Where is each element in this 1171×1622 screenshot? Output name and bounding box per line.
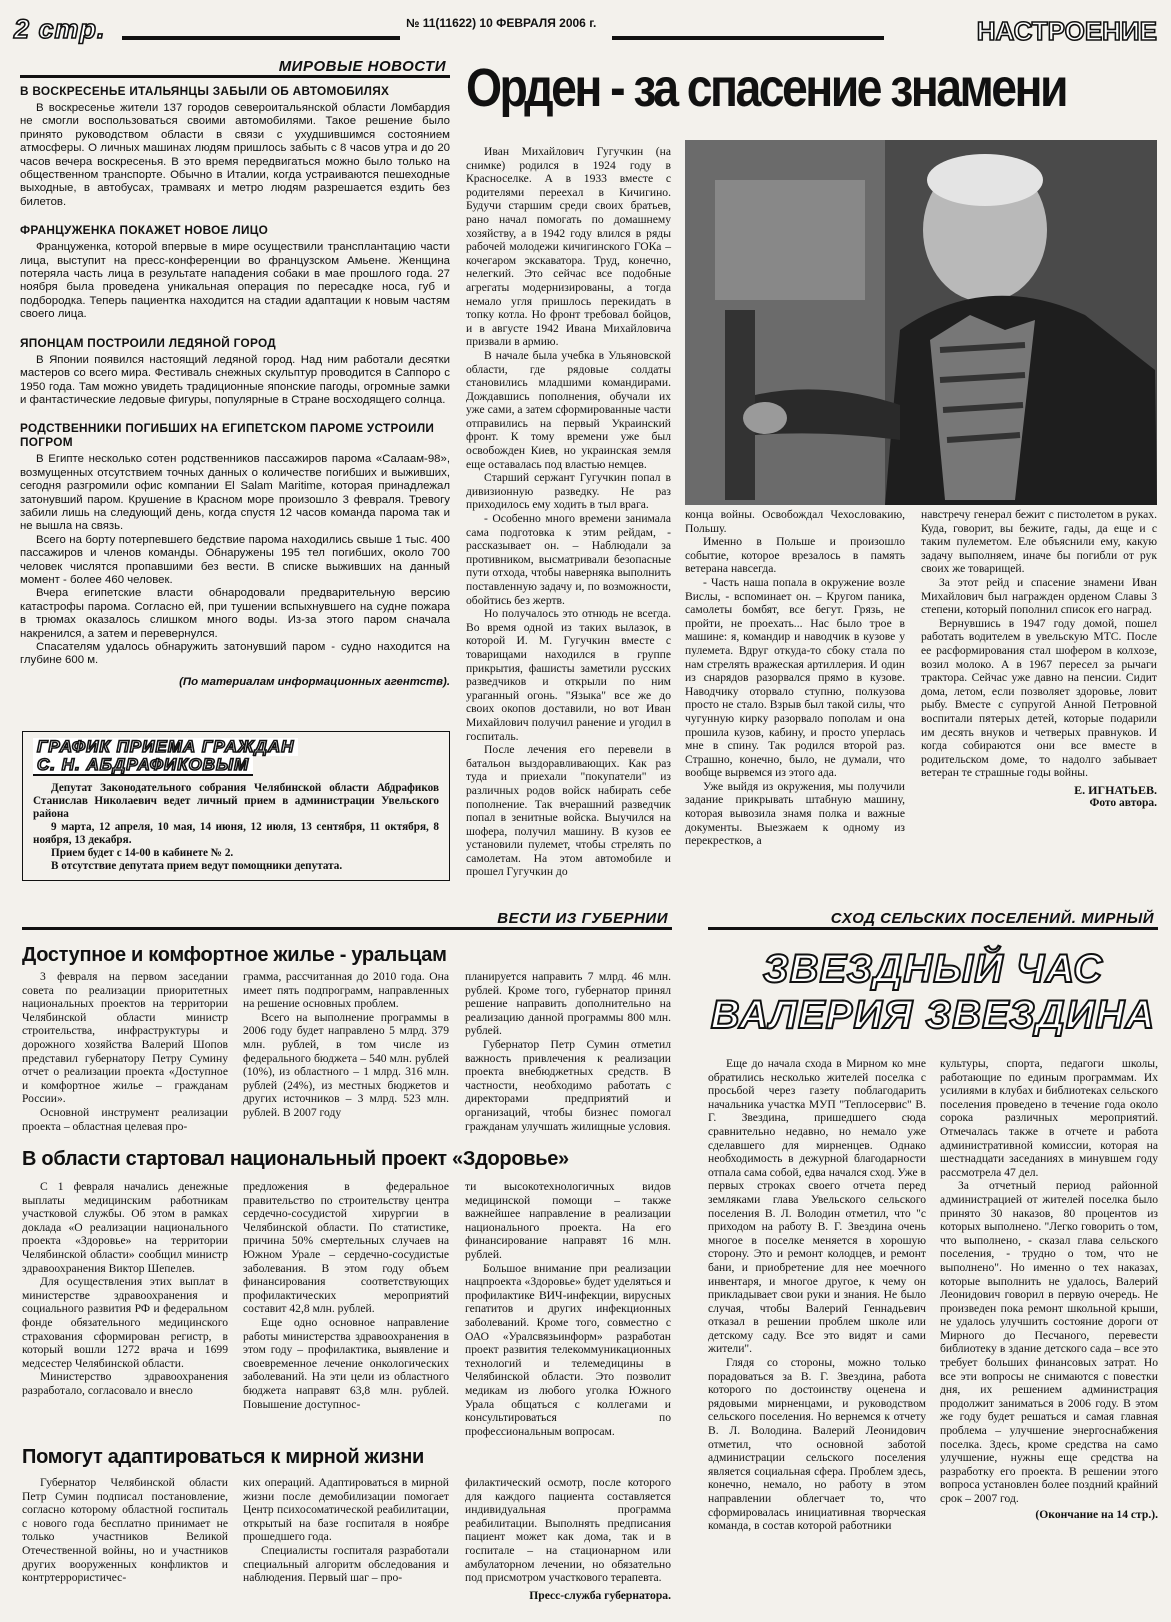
news-paragraph: Француженка, которой впервые в мире осуществили трансплантацию части лица, выступит на пресс-конференции во французском Амьене. Женщина потеряла часть лица в результате нападения собаки в мае прошлого года. 27 ноября была проведена уникальная операция по пересадке носа, губ и подбородка. Теперь пациентка находится на стадии адаптации к новым частям своего лица. — [20, 241, 450, 321]
world-news-item — [20, 84, 450, 209]
article-paragraph: культуры, спорта, педагоги школы, работающие по единым программам. Их усилиями в клубах и библиотеках сельского поселения проведено в течение года около сорока различных мероприятий. Отмечалась также в отчете и работа административной комиссии, которая на шестнадцати заседаниях в минувшем году рассмотрела 47 дел. — [940, 1057, 1158, 1179]
reception-box — [22, 731, 450, 881]
article-paragraph: Губернатор Челябинской области Петр Сумин подписал постановление, согласно которому областной госпиталь с нового года бесплатно принимает не только участников Великой Отечественной войны, но и участников других вооруженных конфликтов и контртеррористичес- — [22, 1476, 228, 1585]
adapt-col-1 — [22, 1476, 228, 1585]
article-paragraph: конца войны. Освобождал Чехословакию, Польшу. — [685, 508, 905, 535]
zvezdin-title — [708, 946, 1158, 1038]
news-text — [20, 354, 450, 408]
continued-note: (Окончание на 14 стр.). — [1035, 1507, 1158, 1521]
header-rule-right — [612, 36, 884, 40]
health-col-3 — [465, 1180, 671, 1438]
article-paragraph: С 1 февраля начались денежные выплаты медицинским работникам участковой службы. Об этом в рамках доклада «О реализации национального проекта «Здоровье» на территории Челябинской области» сообщил министр здравоохранения Виктор Шепелев. — [22, 1180, 228, 1275]
zvezdin-col-2 — [940, 1057, 1158, 1521]
article-paragraph: навстречу генерал бежит с пистолетом в руках. Куда, говорит, вы бежите, гады, да еще и с таким пулеметом. Еле объяснили ему, какую задачу выполняем, иначе бы погибли от рук своих же товарищей. — [921, 508, 1157, 576]
article-paragraph: Министерство здравоохранения разработало, согласовало и внесло — [22, 1370, 228, 1397]
zvezdin-title-line: ЗВЕЗДНЫЙ ЧАС — [762, 947, 1104, 991]
veteran-photo — [685, 140, 1157, 505]
article-paragraph: Для осуществления этих выплат в министерстве здравоохранения и социального развития РФ и федеральном фонде обязательного медицинского страхования сформирован регистр, в который вошли 1272 врача и 1699 медсестер Челябинской области. — [22, 1275, 228, 1370]
reception-time: Прием будет с 14-00 в кабинете № 2. — [51, 847, 234, 859]
news-paragraph: В воскресенье жители 137 городов североитальянской области Ломбардия не смогли воспользоваться своими автомобилями. Такое решение было принято руководством области в связи с ухудшившимся состоянием атмосферы. О личных машинах людям пришлось забыть с 8 часов утра и до 20 часов вечера воскресенья. В это время передвигаться можно было только на общественном транспорте. Обычно в Италии, когда устраиваются пешеходные выходные, в автобусах, трамваях и метро людям разрешается ездить без билетов. — [20, 102, 450, 208]
housing-col-3 — [465, 970, 671, 1133]
article-paragraph: Глядя со стороны, можно только порадоваться за В. Г. Звездина, работа которого по достоинству оценена и рядовыми мирненцами, и руководством сельского поселения. Но вернемся к отчету В. Л. Володина. Валерий Леонидович отметил, что основной заботой администрации сельского поселения является социальная сфера. Проблем здесь, конечно, немало, но работу в этом направлении облегчает то, что сформировалась инициативная творческая команда, в состав которой работники — [708, 1356, 926, 1533]
world-news-item — [20, 223, 450, 321]
health-col-1 — [22, 1180, 228, 1398]
news-paragraph: В Японии появился настоящий ледяной город. Над ним работали десятки мастеров со всего мира. Фестиваль снежных скульптур проводится в Саппоро с 1950 года. Там можно увидеть традиционные японские пагоды, огромные замки и фантастические ледовые фигуры, популярные в Стране восходящего солнца. — [20, 353, 450, 406]
news-title: ЯПОНЦАМ ПОСТРОИЛИ ЛЕДЯНОЙ ГОРОД — [20, 335, 277, 350]
news-title: РОДСТВЕННИКИ ПОГИБШИХ НА ЕГИПЕТСКОМ ПАРОМЕ УСТРОИЛИ ПОГРОМ — [20, 421, 435, 450]
housing-col-2 — [243, 970, 449, 1120]
news-text — [20, 102, 450, 209]
article-paragraph: Именно в Польше и произошло событие, которое врезалось в память ветерана навсегда. — [685, 535, 905, 576]
news-text — [20, 241, 450, 321]
news-paragraph: Спасателям удалось обнаружить затонувший паром - судно находится на глубине 600 м. — [20, 641, 450, 667]
article-paragraph: Уже выйдя из окружения, мы получили задание прикрывать штабную машину, которая вывозила знамя полка и важные документы. Выезжаем к одному из перекрестков, а — [685, 779, 905, 848]
news-paragraph: Вчера египетские власти обнародовали предварительную версию катастрофы парома. Согласно ей, при тушении вспыхнувшего на судне пожара в трюмах оказалось слишком много воды. Из-за этого паром сначала накренился, а затем и перевернулся. — [20, 587, 450, 640]
adapt-col-3 — [465, 1476, 671, 1602]
photo-credit: Фото автора. — [1089, 797, 1157, 810]
news-source: (По материалам информационных агентств). — [179, 675, 450, 688]
article-paragraph: В начале была учебка в Ульяновской области, где рядовые солдаты становились младшими командирами. Дождавшись пополнения, обучали их уже сами, а затем сформированные части отправились на первый Украинский фронт. К тому времени уже был освобожден Киев, но украинская земля еще оставалась под властью немцев. — [466, 348, 671, 471]
world-news-item — [20, 421, 450, 668]
section-title: НАСТРОЕНИЕ — [976, 16, 1157, 46]
article-paragraph: - Часть наша попала в окружение возле Вислы, - вспоминает он. – Кругом паника, самолеты бомбят, все бегут. Грязь, не пройти, не проехать... Нас было трое в машине: я, командир и наводчик в кузове у пулемета. Вдруг откуда-то сбоку стала по нам стрелять вражеская артиллерия. И один из снарядов разорвался прямо в кузове. Наводчику оторвало ступню, полкузова просто не стало. Взрыв был такой силы, что чугунную кирку разорвало пополам и она прошила кузов, кабину, и просто уперлась мне в спину. Так родился второй раз. Страшно, конечно, было, не думали, что вообще вырвемся из этого ада. — [685, 575, 905, 780]
news-title: В ВОСКРЕСЕНЬЕ ИТАЛЬЯНЦЫ ЗАБЫЛИ ОБ АВТОМОБИЛЯХ — [20, 84, 390, 98]
article-paragraph: филактический осмотр, после которого для каждого пациента составляется индивидуальная программа реабилитации. Выполнять предписания пациент может как дома, так и в госпитале – на стационарном или амбулаторном лечении, но обязательно под присмотром участкового терапевта. — [465, 1476, 671, 1585]
reception-title-line: С. Н. АБДРАФИКОВЫМ — [33, 756, 253, 776]
reception-text — [33, 782, 439, 873]
reception-title-line: ГРАФИК ПРИЕМА ГРАЖДАН — [33, 738, 298, 756]
world-news-rubric: МИРОВЫЕ НОВОСТИ — [20, 58, 450, 78]
article-paragraph: Еще одно основное направление работы министерства здравоохранения в этом году – профилактика, выявление и своевременное лечение онкологических заболеваний. На эти цели из областного бюджета направят 63,8 млн. рублей. Повышение доступнос- — [243, 1315, 449, 1411]
housing-headline: Доступное и комфортное жилье - уральцам — [22, 944, 447, 966]
order-col-2 — [685, 508, 905, 848]
article-author: Е. ИГНАТЬЕВ. — [1074, 782, 1157, 797]
zvezdin-rubric: СХОД СЕЛЬСКИХ ПОСЕЛЕНИЙ. МИРНЫЙ — [708, 910, 1158, 930]
province-rubric: ВЕСТИ ИЗ ГУБЕРНИИ — [22, 910, 672, 930]
zvezdin-title-line: ВАЛЕРИЯ ЗВЕЗДИНА — [710, 993, 1156, 1037]
article-paragraph: Старший сержант Гугучкин попал в дивизионную разведку. Не раз приходилось ему ходить в тыл врага. — [466, 471, 671, 512]
reception-title — [33, 738, 439, 776]
article-paragraph: Еще до начала схода в Мирном ко мне обратились несколько жителей поселка с просьбой через газету поблагодарить начальника участка МУП "Теплосервис" В. Г. Звездина, пришедшего сюда сравнительно недавно, но немало уже сделавшего для мирненцев. Однако необходимость в дежурной благодарности отпала сама собой, едва начался сход. Уже в первых строках своего отчета перед земляками глава Увельского сельского поселения В. Л. Володин отметил, что "с приходом на работу В. Г. Звездина очень многое в поселке меняется в хорошую сторону. Это и ремонт колодцев, и ремонт бани, и приобретение для нее моечного инвентаря, и многое другое, к чему он прикладывает свои руки и знания. Не было случая, чтобы Валерий Геннадьевич отказал в решении проблем школе или детскому саду. Все это видят и сами жители". — [708, 1057, 926, 1356]
article-paragraph: 3 февраля на первом заседании совета по реализации приоритетных национальных проектов на территории Челябинской области министр строительства, инфраструктуры и дорожного хозяйства Валерий Шопов представил губернатору Петру Сумину отчет о реализации проекта «Доступное и комфортное жилье – гражданам России». — [22, 970, 228, 1106]
adapt-col-2 — [243, 1476, 449, 1585]
health-headline: В области стартовал национальный проект «Здоровье» — [22, 1148, 569, 1170]
news-paragraph: В Египте несколько сотен родственников пассажиров парома «Салаам-98», возмущенных отсутствием точных данных о количестве погибших и выживших, сегодня разгромили офис компании El Salam Maritime, которая принадлежал затонувший паром. Крушение в Красном море произошло 3 февраля. Тревогу забили лишь на следующий день, когда спустя 12 часов команда парома так и не вышла на связь. — [20, 453, 450, 533]
article-paragraph: планируется направить 7 млрд. 46 млн. рублей. Кроме того, губернатор принял решение направить дополнительно на реализацию данной программы 800 млн. рублей. — [465, 970, 671, 1038]
article-paragraph: Губернатор Петр Сумин отметил важность привлечения к реализации проекта внебюджетных средств. В частности, необходимо работать с директорами предприятий и организаций, чтобы бизнес помогал гражданам улучшать жилищные условия. — [465, 1037, 671, 1133]
article-paragraph: Специалисты госпиталя разработали специальный алгоритм обследования и наблюдения. Первый шаг – про- — [243, 1543, 449, 1585]
article-paragraph: - Особенно много времени занимала сама подготовка к этим рейдам, - рассказывает он. – Наблюдали за противником, высматривали безопасные пути отхода, чтобы наверняка выполнить поставленную задачу и, по возможности, обойтись без жертв. — [466, 512, 671, 607]
reception-dates: 9 марта, 12 апреля, 10 мая, 14 июня, 12 июля, 13 сентября, 11 октября, 8 ноября, 13 декабря. — [33, 821, 439, 846]
zvezdin-col-1 — [708, 1057, 926, 1533]
article-paragraph: За отчетный период районной администрацией от жителей поселка было принято 30 наказов, 80 процентов из которых выполнено. "Легко говорить о том, что выполнено, - сказал глава сельского поселения, - трудно о том, что не выполнено". Но именно о тех наказах, которые выполнить не удалось, Валерий Леонидович говорил в первую очередь. Не произведен пока ремонт школьной крыши, не удалось улучшить состояние дороги от Мирного до Песчаного, перевести библиотеку в здание детского сада – все это требует больших финансовых затрат. Но все эти вопросы не снимаются с повестки дня, их решением администрация продолжит заниматься в 2006 году. В этом же году будет решаться и самая главная проблема – улучшение энергоснабжения поселка. Здесь, кроме средства на само улучшение, нужны еще средства на разработку его проекта. В решении этого вопроса установлен более поздний крайний срок – 2007 год. — [940, 1179, 1158, 1505]
world-news-section — [20, 58, 450, 689]
article-paragraph: грамма, рассчитанная до 2010 года. Она имеет пять подпрограмм, направленных на решение основных проблем. — [243, 970, 449, 1011]
health-col-2 — [243, 1180, 449, 1411]
article-paragraph: Всего на выполнение программы в 2006 году будет направлено 5 млрд. 379 млн. рублей, в том числе из федерального бюджета – 540 млн. рублей (10%), из областного – 1 млрд. 316 млн. рублей (24%), из местных бюджетов и других источников – 3 млрд. 523 млн. рублей. В 2007 году — [243, 1010, 449, 1119]
article-paragraph: Иван Михайлович Гугучкин (на снимке) родился в 1924 году в Красноселке. А в 1933 вместе с родителями переехал в Кичигино. Будучи старшим среди своих братьев, рано начал помогать по домашнему хозяйству, а в 1942 году влился в ряды рабочей молодежи кичигинского ГОКа – кочегаром экскаватора. Труд, конечно, нелегкий. Это сейчас все подобные агрегаты модернизированы, а тогда немало угля пришлось перекидать в топку котла. Но фронт требовал бойцов, и в августе 1942 Ивана Михайловича призвали в армию. — [466, 145, 671, 349]
page-header — [14, 14, 1157, 48]
article-paragraph: ти высокотехнологичных видов медицинской помощи – также важнейшее направление в реализации национального проекта. На его финансирование направят 16 млн. рублей. — [465, 1180, 671, 1261]
article-paragraph: Но получалось это отнюдь не всегда. Во время одной из таких вылазок, в которой И. М. Гугучкин вместе с товарищами находился в группе прикрытия, фашисты заметили русских разведчиков и открыли по ним ураганный огонь. "Языка" все же до своих окопов доставили, но вот Иван Михайлович получил ранение и угодил в госпиталь. — [466, 607, 671, 743]
adapt-headline: Помогут адаптироваться к мирной жизни — [22, 1446, 424, 1468]
reception-note: В отсутствие депутата прием ведут помощники депутата. — [51, 860, 343, 872]
news-paragraph: Всего на борту потерпевшего бедствие парома находились свыше 1 тыс. 400 пассажиров и членов команды. Обнаружены 195 тел погибших, около 700 человек числятся пропавшими без вести. В списке выживших на данный момент - более 460 человек. — [20, 533, 450, 586]
article-paragraph: предложения в федеральное правительство по строительству центра сердечно-сосудистой хирургии в Челябинской области. По статистике, причина 50% смертельных случаев на Южном Урале – сердечно-сосудистые заболевания. В этом году объем финансирования соответствующих профилактических мероприятий составит 42,8 млн. рублей. — [243, 1180, 449, 1316]
world-news-item — [20, 336, 450, 408]
veteran-portrait-image — [685, 140, 1157, 505]
reception-intro: Депутат Законодательного собрания Челябинской области Абдрафиков Станислав Николаевич ведет личный прием в администрации Увельского района — [33, 782, 439, 820]
header-rule-left — [122, 36, 400, 40]
news-title: ФРАНЦУЖЕНКА ПОКАЖЕТ НОВОЕ ЛИЦО — [20, 223, 269, 238]
order-col-1 — [466, 145, 671, 879]
article-paragraph: За этот рейд и спасение знамени Иван Михайлович был награжден орденом Славы 3 степени, который пополнил список его наград. — [921, 575, 1157, 617]
article-paragraph: После лечения его перевели в батальон выздоравливающих. Как раз туда и приехали "покупатели" из различных родов войск набирать себе пополнение. Так вчерашний разведчик попал в зенитные войска. Выучился на шофера, получил машину. В кузов ее установили пулемет, чтобы стрелять по самолетам. На этом автомобиле и прошел Гугучкин до — [466, 743, 671, 879]
housing-col-1 — [22, 970, 228, 1133]
article-paragraph: Вернувшись в 1947 году домой, пошел работать водителем в увельскую МТС. После ее расформирования стал шофером в колхозе, возил молоко. А в 1967 пересел за рычаги трактора. Сейчас уже давно на пенсии. Сидит дома, летом, если позволяет здоровье, ловит рыбу. Вместе с супругой Анной Петровной воспитали пятерых детей, которые подарили им десять внуков и четверых правнуков. И когда собираются они все вместе в родительском доме, то надолго забывает ветеран те страшные годы войны. — [921, 616, 1157, 780]
article-paragraph: Большое внимание при реализации нацпроекта «Здоровье» будет уделяться и профилактике ВИЧ-инфекции, вирусных гепатитов и других инфекционных заболеваний. Кроме того, совместно с ОАО «Уралсвязьинформ» разработан проект развития телекоммуникационных технологий и телемедицины в Челябинской области. Это позволит медикам из любого уголка Южного Урала общаться с коллегами и консультироваться по профессиональным вопросам. — [465, 1261, 671, 1438]
page-number: 2 стр. — [14, 14, 106, 44]
press-signature: Пресс-служба губернатора. — [529, 1588, 671, 1602]
article-paragraph: Основной инструмент реализации проекта – областная целевая про- — [22, 1105, 228, 1133]
order-col-3 — [921, 508, 1157, 811]
order-headline: Орден - за спасение знамени — [466, 58, 1066, 118]
news-text — [20, 453, 450, 668]
article-paragraph: ких операций. Адаптироваться в мирной жизни после демобилизации помогает Центр психосоматической реабилитации, открытый на базе госпиталя в ноябре прошедшего года. — [243, 1476, 449, 1544]
issue-info: № 11(11622) 10 ФЕВРАЛЯ 2006 г. — [406, 16, 597, 30]
